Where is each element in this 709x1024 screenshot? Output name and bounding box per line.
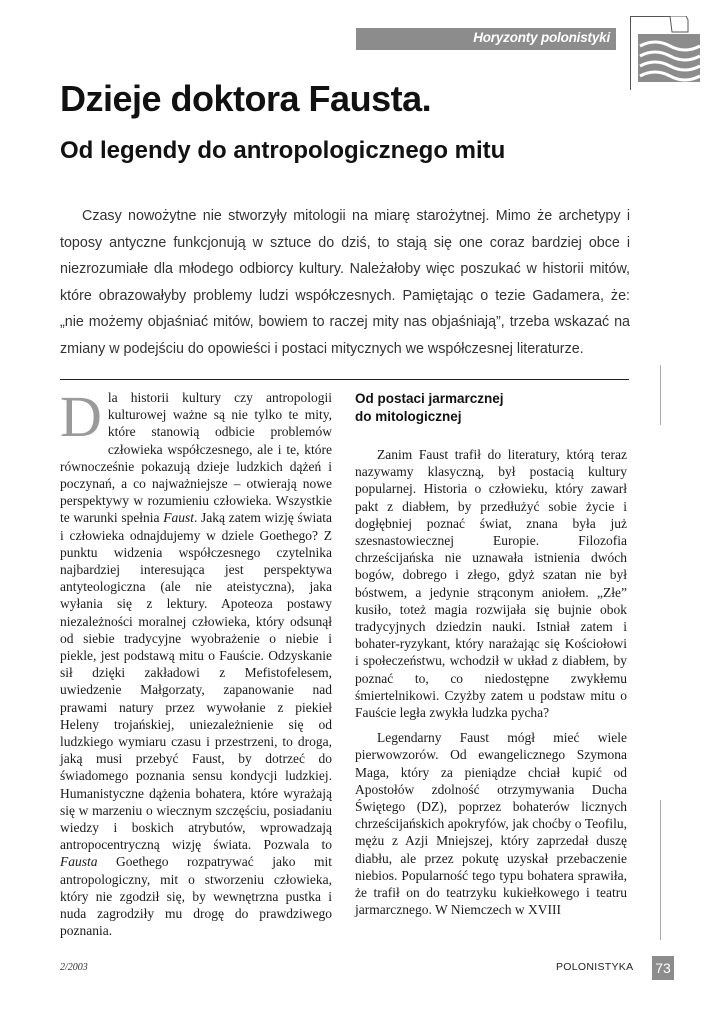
dropcap: D [60, 384, 102, 449]
section-heading-line-1: Od postaci jarmarcznej [355, 391, 504, 406]
section-heading-line-2: do mitologicznej [355, 409, 462, 424]
book-waves-logo-icon [628, 16, 708, 90]
section-banner [356, 28, 616, 50]
side-rule-bottom [660, 800, 661, 940]
fausta-emphasis: Fausta [60, 854, 98, 870]
left-text-2: . Jaką zatem wizję świata i człowieka odnajdujemy w dziele Goethego? Z punktu widzenia współczesnego czytelnika najbardziej interesująca jest perspektywa antyteologiczna (ale nie ateistyczna), jaka wyłania się z lektury. Apoteoza postawy niezależności moralnej człowieka, który odsunął od siebie tradycyjne wyobrażenie o niebie i piekle, jest podstawą mitu o Fauście. Odzyskanie sił dzięki zakładowi z Mefistofelesem, uwiedzenie Małgorzaty, zapanowanie nad prawami natury przez wywołanie z piekieł Heleny trojańskiej, uniezależnienie się od ludzkiego wymiaru czasu i przestrzeni, to droga, jaką musi przebyć Faust, by dotrzeć do świadomego poznania sensu kondycji ludzkiej. Humanistyczne dążenia bohatera, które wyrażają się w marzeniu o wiecznym szczęściu, posiadaniu wiedzy i boskich atrybutów, wprowadzają antropocentryczną wizję świata. Pozwala to [60, 510, 332, 853]
page-number: 73 [652, 956, 674, 980]
journal-name: POLONISTYKA [556, 961, 634, 973]
article-title: Dzieje doktora Fausta. [60, 78, 432, 119]
section-heading [355, 390, 615, 426]
issue-number: 2/2003 [60, 962, 88, 973]
divider [60, 379, 629, 380]
section-title: Horyzonty polonistyki [473, 30, 610, 45]
left-text-1: la historii kultury czy antropologii kulturowej ważne są nie tylko te mity, które stanowią odbicie problemów człowieka współczesnego, ale i te, które równocześnie pokazują dzieje ludzkich dążeń i poczynań, a co najważniejsze – otwierają nowe perspektywy w rozumieniu człowieka. Wszystkie te warunki spełnia [60, 390, 332, 526]
right-paragraph-1: Zanim Faust trafił do literatury, którą teraz nazywamy klasyczną, był postacią kultury popularnej. Historia o człowieku, który zawarł pakt z diabłem, by przedłużyć sobie życie i dogłębniej poznać świat, znana była już szesnastowiecznej Europie. Filozofia chrześcijańska nie uznawała istnienia dwóch bogów, dobrego i złego, gdyż szatan nie był bóstwem, a jedynie strąconym aniołem. „Złe” kusiło, toteż magia rozwijała się bujnie obok tradycyjnych dziedzin nauki. Istniał zatem i bohater-ryzykant, który narażając się Kościołowi i społeczeństwu, wchodził w układ z diabłem, by poznać to, co niedostępne zwykłemu śmiertelnikowi. Czyżby zatem u podstaw mitu o Fauście legła zwykła ludzka pycha? [355, 447, 627, 721]
left-column-text [60, 384, 332, 940]
right-paragraph-2: Legendarny Faust mógł mieć wiele pierwowzorów. Od ewangelicznego Szymona Maga, który za pieniądze chciał kupić od Apostołów zdolność otrzymywania Ducha Świętego (DZ), poprzez bohaterów licznych chrześcijańskich apokryfów, jak choćby o Teofilu, mężu z Azji Mniejszej, który zaprzedał duszę diabłu, ale przez pokutę uzyskał przebaczenie niebios. Popularność tego typu bohatera sprawiła, że trafił on do teatrzyku kukiełkowego i teatru jarmarcznego. W Niemczech w XVIII [355, 730, 627, 918]
left-text-3: Goethego rozpatrywać jako mit antropologiczny, mit o stworzeniu człowieka, który nie zgodził się, by wewnętrzna pustka i nuda zagrodziły mu drogę do prawdziwego poznania. [60, 854, 332, 939]
right-column-text [355, 446, 627, 918]
lead-paragraph: Czasy nowożytne nie stworzyły mitologii na miarę starożytnej. Mimo że archetypy i toposy antyczne funkcjonują w sztuce do dziś, to stają się one coraz bardziej obce i niezrozumiałe dla młodego odbiorcy kultury. Należałoby więc poszukać w historii mitów, które obrazowałyby problemy ludzi współczesnych. Pamiętając o tezie Gadamera, że: „nie możemy objaśniać mitów, bowiem to raczej mity nas objaśniają”, trzeba wskazać na zmiany w podejściu do opowieści i postaci mitycznych we współczesnej literaturze. [60, 208, 630, 357]
article-subtitle: Od legendy do antropologicznego mitu [60, 137, 506, 164]
faust-emphasis: Faust [163, 510, 194, 526]
side-rule-top [660, 365, 661, 425]
